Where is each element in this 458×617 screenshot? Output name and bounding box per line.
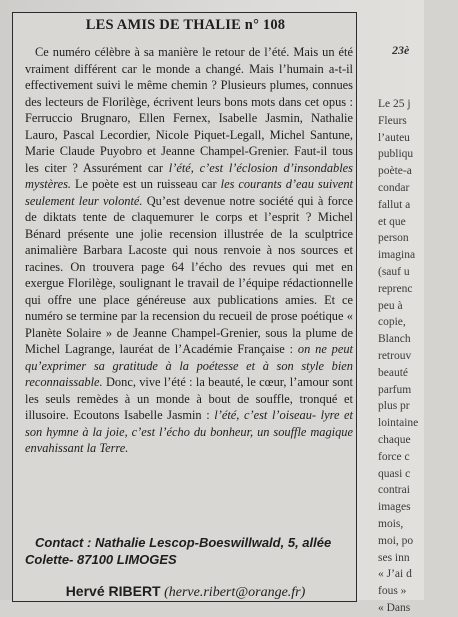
- adjacent-line: poète-a: [378, 165, 412, 178]
- adjacent-line: publiqu: [378, 148, 414, 161]
- author-email: (herve.ribert@orange.fr): [164, 585, 306, 600]
- adjacent-line: Blanch: [378, 333, 411, 346]
- adjacent-line: retrouv: [378, 349, 412, 362]
- adjacent-line: moi, po: [378, 534, 414, 547]
- body-text-run: Donc, vive l’été : la beauté, le cœur, l’amour sont les seuls remèdes à un monde à bout de souffle, tronqué et illusoire. Ecoutons Isabelle Jasmin :: [25, 375, 353, 422]
- adjacent-line: quasi c: [378, 467, 411, 480]
- review-title: LES AMIS DE THALIE n° 108: [85, 17, 286, 33]
- adjacent-line: (sauf u: [378, 265, 410, 278]
- adjacent-line: plus pr: [378, 400, 410, 413]
- adjacent-line: condar: [378, 181, 410, 194]
- body-text-run: Ce numéro célèbre à sa manière le retour de l’été. Mais un été vraiment différent car le monde a changé. Mais l’humain a-t-il effectivement suivi le même chemin ? Plusieurs plumes, connues des lecteurs de Florilège, écrivent leurs bons mots dans cet opus : Ferruccio Brugnaro, Ellen Fernex, Isabelle Jasmin, Nathalie Lauro, Pascal Lecordier, Nicole Piquet-Legall, Michel Santune, Marie Claude Puyobro et Jeanne Champel-Grenier. Faut-il tous les citer ? Assurément car: [25, 45, 353, 175]
- contact-line: [25, 534, 353, 568]
- quote-italic: l’été, c’est l’oiseau- lyre et son hymne à la joie, c’est l’écho du bonheur, un souffle magique envahissant la Terre.: [25, 408, 353, 455]
- adjacent-line: parfum: [378, 383, 412, 396]
- adjacent-line: force c: [378, 450, 410, 463]
- adjacent-line: images: [378, 501, 411, 514]
- adjacent-line: peu à: [378, 299, 403, 312]
- adjacent-line: Le 25 j: [378, 98, 411, 110]
- adjacent-line: fous »: [378, 585, 407, 598]
- review-body: [25, 44, 353, 457]
- body-text-run: Qu’est devenue notre société qui à force de diktats tente de claquemurer le corps et l’esprit ? Michel Bénard présente une jolie recension illustrée de la sculptrice animalière Barbara Lacoste qui nous renvoie à nos sources et racines. On trouvera page 64 l’écho des revues qui met en exergue Florilège, soulignant le travail de l’équipe rédactionnelle qui offre une place généreuse aux publications amies. Et ce numéro se termine par la recension du recueil de prose poétique « Planète Solaire » de Jeanne Champel-Grenier, sous la plume de Michel Lagrange, lauréat de l’Académie Française :: [25, 193, 353, 356]
- review-box: [12, 12, 357, 602]
- adjacent-line: fallut a: [378, 198, 411, 211]
- adjacent-line: Fleurs: [378, 114, 407, 127]
- adjacent-heading: 23è: [392, 43, 410, 57]
- body-text-run: Le poète est un ruisseau car: [71, 177, 221, 191]
- contact-label: Contact :: [35, 535, 92, 550]
- quote-italic: on ne peut qu’exprimer sa gratitude à la poétesse et à son style bien reconnaissable.: [25, 342, 353, 389]
- adjacent-line: « Dans: [378, 601, 411, 614]
- adjacent-line: reprenc: [378, 282, 413, 295]
- adjacent-line: contrai: [378, 484, 410, 497]
- adjacent-line: imagina: [378, 249, 416, 262]
- adjacent-line: beauté: [378, 366, 409, 379]
- adjacent-line: mois,: [378, 517, 404, 530]
- contact-detail: Nathalie Lescop-Boeswillwald, 5, allée Colette- 87100 LIMOGES: [25, 535, 332, 567]
- adjacent-line: ses inn: [378, 551, 410, 564]
- adjacent-line: lointaine: [378, 417, 419, 430]
- adjacent-column: [362, 0, 432, 614]
- adjacent-line: l’auteu: [378, 131, 410, 144]
- quote-italic: l’été, c’est l’éclosion d’insondables mystères.: [25, 160, 353, 191]
- adjacent-line: « J’ai d: [378, 568, 412, 581]
- adjacent-line: person: [378, 232, 409, 245]
- adjacent-line: chaque: [378, 433, 411, 446]
- adjacent-text: [378, 96, 458, 617]
- adjacent-line: copie,: [378, 316, 406, 329]
- signature: [13, 583, 358, 601]
- quote-italic: les courants d’eau suivent seulement leur volonté.: [25, 177, 353, 208]
- author-name: Hervé RIBERT: [65, 583, 161, 599]
- adjacent-line: et que: [378, 215, 406, 228]
